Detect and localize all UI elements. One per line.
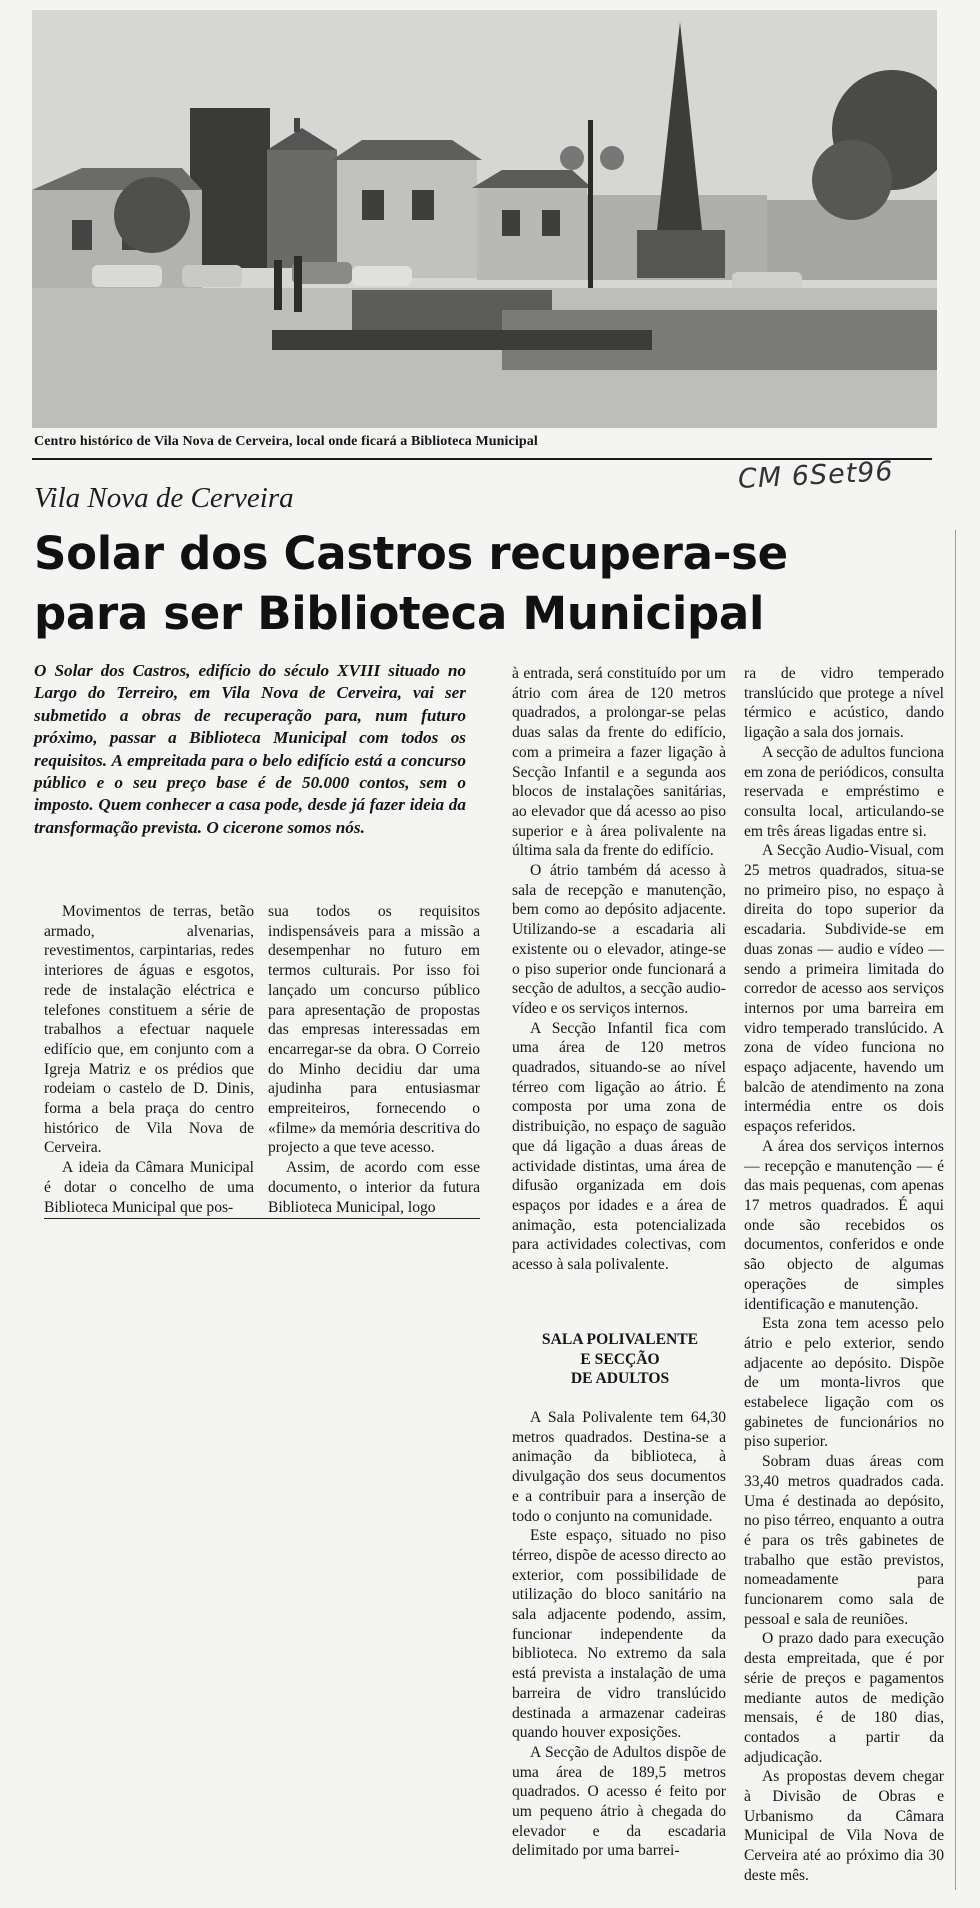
subhead-line: E SECÇÃO <box>580 1350 660 1368</box>
clipping-edge-line <box>955 530 956 1890</box>
column-bottom-rule <box>44 1218 480 1219</box>
headline-line-1: Solar dos Castros recupera-se <box>34 527 788 580</box>
article-column-3 <box>512 664 726 1275</box>
paragraph: A secção de adultos funciona em zona de periódicos, consulta reservada e empréstimo e consulta local, articulando-se em três áreas ligadas entre si. <box>744 743 944 840</box>
subhead-line: DE ADULTOS <box>570 1370 670 1387</box>
headline-line-2: para ser Biblioteca Municipal <box>34 587 765 640</box>
paragraph: Este espaço, situado no piso térreo, dispõe de acesso directo ao exterior, com possibilidade de utilização do bloco sanitário na sala adjacente podendo, assim, funcionar independente da biblioteca. No extremo da sala está prevista a instalação de uma barreira de vidro translúcido destinada a armazenar cadeiras quando houver exposições. <box>512 1527 726 1742</box>
town-square-photo <box>32 10 937 428</box>
article-kicker: Vila Nova de Cerveira <box>34 482 294 514</box>
paragraph: ra de vidro temperado translúcido que protege a nível térmico e acústico, dando ligação a sala dos jornais. <box>744 665 944 742</box>
paragraph: sua todos os requisitos indispensáveis para a missão a desempenhar no futuro em termos culturais. Por isso foi lançado um concurso público para apresentação de propostas das empresas interessadas em encarregar-se da obra. O Correio do Minho decidiu dar uma ajudinha para entusiasmar empreiteiros, fornecendo o «filme» da memória descritiva do projecto a que teve acesso. <box>268 903 480 1157</box>
paragraph: Sobram duas áreas com 33,40 metros quadrados cada. Uma é destinada ao depósito, no piso térreo, enquanto a outra é para os três gabinetes de trabalho que estão previstos, nomeadamente para funcionarem como sala de pessoal e sala de reuniões. <box>744 1453 944 1628</box>
article-column-3b <box>512 1408 726 1861</box>
paragraph: Assim, de acordo com esse documento, o interior da futura Biblioteca Municipal, logo <box>268 1159 480 1216</box>
paragraph: O prazo dado para execução desta empreitada, que é por série de preços e pagamentos mediante autos de medição mensais, é de 180 dias, contados a partir da adjudicação. <box>744 1630 944 1766</box>
article-lead: O Solar dos Castros, edifício do século XVIII situado no Largo do Terreiro, em Vila Nova de Cerveira, vai ser submetido a obras de recuperação para, num futuro próximo, passar a Biblioteca Municipal com todos os requisitos. A empreitada para o belo edifício está a concurso público e o seu preço base é de 50.000 contos, sem o imposto. Quem conhecer a casa pode, desde já fazer ideia da transformação prevista. O cicerone somos nós. <box>34 661 466 837</box>
subhead-line: SALA POLIVALENTE <box>541 1331 699 1348</box>
paragraph: A Secção Audio-Visual, com 25 metros quadrados, situa-se no primeiro piso, no espaço à direita do topo superior da escadaria. Subdivide-se em duas zonas — audio e vídeo — sendo a primeira limitada do corredor de acesso aos serviços internos por uma barreira em vidro temperado translúcido. A zona de vídeo funciona no espaço adjacente, havendo um balcão de atendimento na zona intermédia entre os dois espaços referidos. <box>744 842 944 1136</box>
paragraph: O átrio também dá acesso à sala de recepção e manutenção, bem como ao depósito adjacente. Utilizando-se a escadaria ali existente ou o elevador, atinge-se o piso superior onde funcionará a secção de adultos, a secção audio-vídeo e os serviços internos. <box>512 862 726 1017</box>
caption-rule <box>32 458 932 460</box>
paragraph: A Sala Polivalente tem 64,30 metros quadrados. Destina-se a animação da biblioteca, à divulgação dos seus documentos e a contribuir para a inserção de todo o conjunto na comunidade. <box>512 1409 726 1525</box>
paragraph: à entrada, será constituído por um átrio com área de 120 metros quadrados, a prolongar-se pelas duas salas da frente do edifício, com a primeira a fazer ligação à Secção Infantil e a segunda aos blocos de instalações sanitárias, ao elevador que dá acesso ao piso superior e à área polivalente na última sala da frente do edifício. <box>512 665 726 860</box>
article-column-2 <box>268 902 480 1217</box>
handwritten-note: CM 6Set96 <box>737 455 895 496</box>
article-headline <box>34 524 914 644</box>
paragraph: Esta zona tem acesso pelo átrio e pelo exterior, sendo adjacente ao depósito. Dispõe de um monta-livros que estabelece ligação com os gabinetes de funcionários no piso superior. <box>744 1315 944 1451</box>
paragraph: A ideia da Câmara Municipal é dotar o concelho de uma Biblioteca Municipal que pos- <box>44 1159 254 1216</box>
paragraph: A Secção Infantil fica com uma área de 120 metros quadrados, situando-se ao nível térreo com ligação ao átrio. É composta por uma zona de distribuição, no espaço de saguão que dá ligação a duas áreas de actividade distintas, uma área de difusão organizada em dois espaços por idades e a área de animação, esta potencializada para actividades colectivas, com acesso à sala polivalente. <box>512 1019 726 1274</box>
paragraph: Movimentos de terras, betão armado, alvenarias, revestimentos, carpintarias, redes interiores de águas e esgotos, rede de instalação eléctrica e telefones constituem a série de trabalhos a efectuar naquele edifício que, em conjunto com a Igreja Matriz e os prédios que rodeiam o castelo de D. Dinis, forma a bela praça do centro histórico de Vila Nova de Cerveira. <box>44 903 254 1157</box>
article-column-4 <box>744 664 944 1886</box>
article-column-1 <box>44 902 254 1217</box>
photo-caption: Centro histórico de Vila Nova de Cerveira, local onde ficará a Biblioteca Municipal <box>34 434 538 449</box>
paragraph: A área dos serviços internos — recepção e manutenção — é das mais pequenas, com apenas 17 metros quadrados. É aqui onde são recebidos os documentos, conferidos e onde são objecto de algumas operações de simples identificação e manutenção. <box>744 1137 944 1313</box>
paragraph: As propostas devem chegar à Divisão de Obras e Urbanismo da Câmara Municipal de Vila Nova de Cerveira até ao próximo dia 30 deste mês. <box>744 1768 944 1884</box>
photo-illustration <box>32 10 937 428</box>
section-subhead <box>510 1330 730 1389</box>
paragraph: A Secção de Adultos dispõe de uma área de 189,5 metros quadrados. O acesso é feito por um pequeno átrio à chegada do elevador e da escadaria delimitado por uma barrei- <box>512 1743 726 1860</box>
